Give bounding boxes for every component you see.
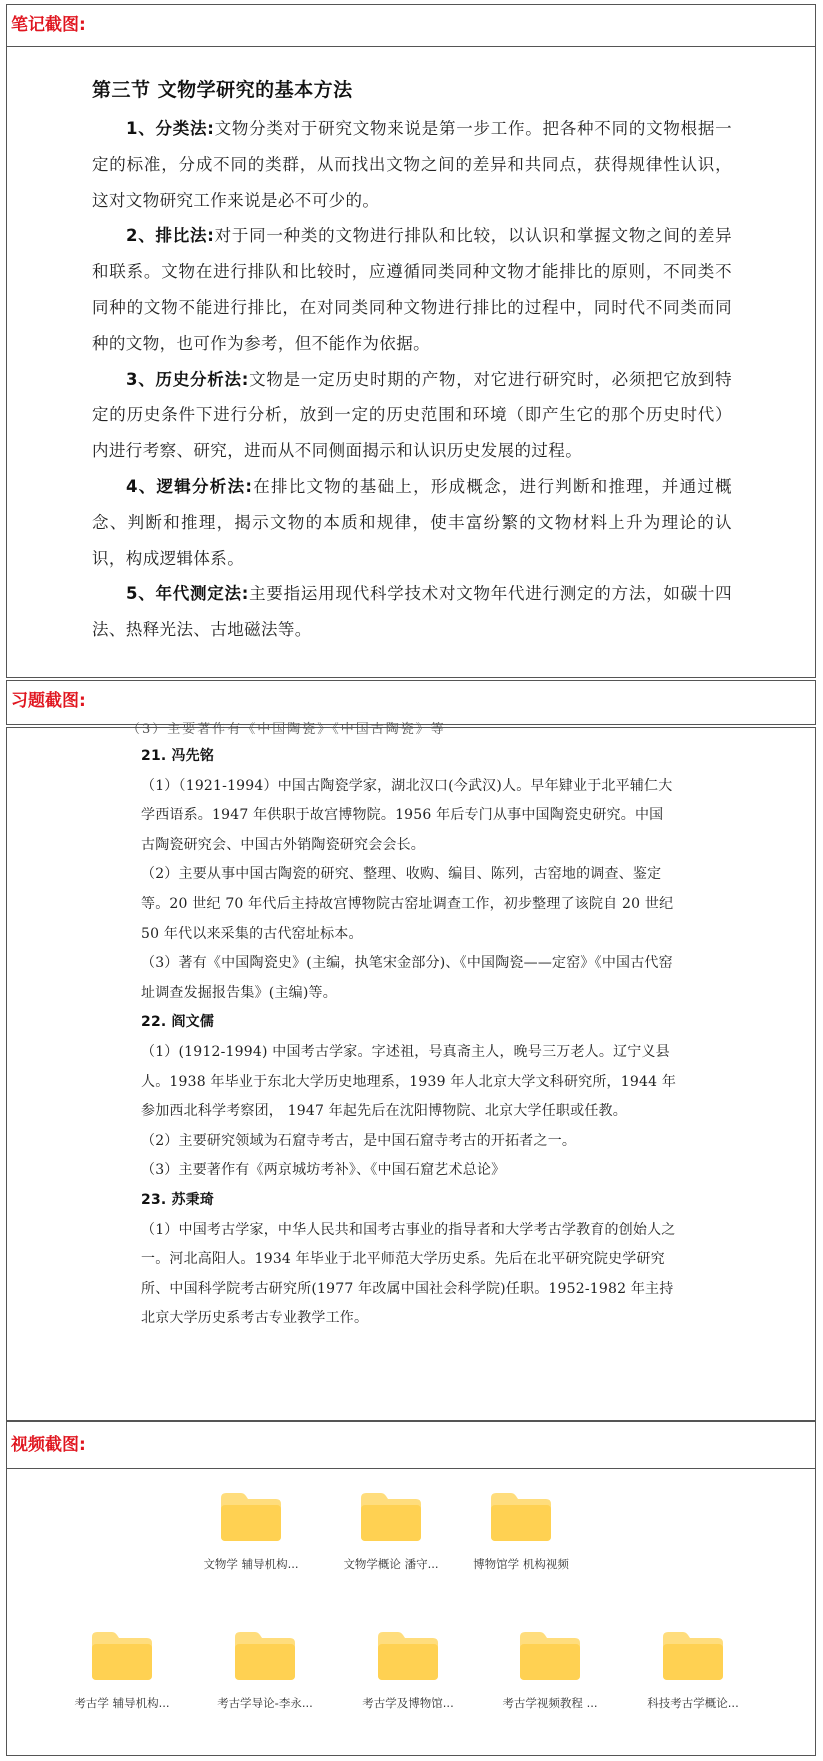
method-text: 对于同一种类的文物进行排队和比较，以认识和掌握文物之间的差异和联系。文物在进行排队和比较时，应遵循同类同种文物才能排比的原则，不同类不同种的文物不能进行排比，在对同类同种文物进行排比的过程中，同时代不同类而同种的文物，也可作为参考，但不能作为依据。 bbox=[92, 226, 733, 353]
exercises-content bbox=[141, 742, 677, 1334]
method-term: 1、分类法: bbox=[126, 119, 215, 138]
folder-label: 考古学及博物馆... bbox=[362, 1696, 454, 1710]
folder-item[interactable] bbox=[628, 1629, 758, 1739]
folder-item[interactable] bbox=[200, 1629, 330, 1739]
method-term: 4、逻辑分析法: bbox=[126, 476, 253, 496]
folder-label: 博物馆学 机构视频 bbox=[473, 1557, 569, 1571]
folder-icon bbox=[90, 1629, 154, 1681]
entry-title: 23. 苏秉琦 bbox=[141, 1191, 215, 1208]
notes-paragraph bbox=[92, 111, 732, 218]
folder-icon bbox=[219, 1490, 283, 1542]
exercises-panel bbox=[6, 722, 816, 1421]
folder-item[interactable] bbox=[343, 1629, 473, 1739]
entry-point: （2）主要从事中国古陶瓷的研究、整理、收购、编目、陈列，古窑地的调查、鉴定等。20 世纪 70 年代后主持故宫博物院古窑址调查工作，初步整理了该院自 20 世纪 50 年代以来采集的古代窑址标本。 bbox=[141, 866, 674, 942]
method-text: 主要指运用现代科学技术对文物年代进行测定的方法，如碳十四法、热释光法、古地磁法等。 bbox=[92, 584, 733, 640]
entry-point: （2）主要研究领域为石窟寺考古，是中国石窟寺考古的开拓者之一。 bbox=[141, 1132, 577, 1149]
folder-label: 文物学概论 潘守... bbox=[343, 1557, 439, 1571]
entry-point: （1）（1921-1994）中国古陶瓷学家，湖北汉口(今武汉)人。早年肄业于北平辅仁大学西语系。1947 年供职于故宫博物院。1956 年后专门从事中国陶瓷史研究。中国古陶瓷研究会、中国古外销陶瓷研究会会长。 bbox=[141, 777, 673, 853]
folder-icon bbox=[233, 1629, 297, 1681]
folder-item[interactable] bbox=[326, 1490, 456, 1600]
folder-icon bbox=[489, 1490, 553, 1542]
folder-label: 文物学 辅导机构... bbox=[203, 1557, 299, 1571]
video-header: 视频截图: bbox=[11, 1435, 86, 1455]
folder-label: 考古学视频教程 ... bbox=[502, 1696, 598, 1710]
video-header-bar bbox=[6, 1421, 816, 1469]
folder-icon bbox=[376, 1629, 440, 1681]
cut-off-line bbox=[7, 722, 815, 737]
folder-item[interactable] bbox=[57, 1629, 187, 1739]
notes-content bbox=[92, 111, 732, 648]
folder-label: 考古学 辅导机构... bbox=[74, 1696, 170, 1710]
folder-item[interactable] bbox=[485, 1629, 615, 1739]
method-term: 5、年代测定法: bbox=[126, 584, 249, 604]
notes-header-bar bbox=[6, 4, 816, 48]
notes-paragraph bbox=[92, 218, 732, 361]
notes-header: 笔记截图: bbox=[11, 15, 86, 35]
method-term: 2、排比法: bbox=[126, 226, 215, 246]
cut-off-text: （3）主要著作有《中国陶瓷》《中国古陶瓷》等 bbox=[127, 722, 446, 737]
notes-title: 第三节 文物学研究的基本方法 bbox=[92, 79, 353, 101]
entry-point: （1）(1912-1994) 中国考古学家。字述祖，号真斋主人，晚号三万老人。辽宁义县人。1938 年毕业于东北大学历史地理系，1939 年人北京大学文科研究所，1944 年参加西北科学考察团， 1947 年起先后在沈阳博物院、北京大学任职或任教。 bbox=[141, 1043, 677, 1120]
folder-item[interactable] bbox=[456, 1490, 586, 1600]
folder-label: 考古学导论-李永... bbox=[217, 1696, 313, 1710]
method-text: 文物分类对于研究文物来说是第一步工作。把各种不同的文物根据一定的标准，分成不同的类群，从而找出文物之间的差异和共同点，获得规律性认识，这对文物研究工作来说是必不可少的。 bbox=[92, 119, 733, 210]
method-text: 在排比文物的基础上，形成概念，进行判断和推理，并通过概念、判断和推理，揭示文物的本质和规律，使丰富纷繁的文物材料上升为理论的认识，构成逻辑体系。 bbox=[92, 476, 732, 568]
notes-paragraph bbox=[92, 576, 732, 648]
method-term: 3、历史分析法: bbox=[126, 369, 249, 389]
entry-point: （1）中国考古学家，中华人民共和国考古事业的指导者和大学考古学教育的创始人之一。河北高阳人。1934 年毕业于北平师范大学历史系。先后在北平研究院史学研究所、中国科学院考古研究所(1977 年改属中国社会科学院)任职。1952-1982 年主持北京大学历史系考古专业教学工作。 bbox=[141, 1221, 676, 1327]
entry-point: （3）著有《中国陶瓷史》(主编，执笔宋金部分)、《中国陶瓷——定窑》《中国古代窑址调查发掘报告集》(主编)等。 bbox=[141, 955, 673, 1001]
folder-item[interactable] bbox=[186, 1490, 316, 1600]
notes-paragraph bbox=[92, 469, 732, 576]
folder-icon bbox=[518, 1629, 582, 1681]
folder-icon bbox=[661, 1629, 725, 1681]
exercises-header: 习题截图: bbox=[11, 691, 86, 711]
notes-panel bbox=[6, 46, 816, 678]
folder-icon bbox=[359, 1490, 423, 1542]
entry-point: （3）主要著作有《两京城坊考补》、《中国石窟艺术总论》 bbox=[141, 1162, 506, 1179]
folder-label: 科技考古学概论... bbox=[647, 1696, 739, 1710]
method-text: 文物是一定历史时期的产物，对它进行研究时，必须把它放到特定的历史条件下进行分析，放到一定的历史范围和环境（即产生它的那个历史时代）内进行考察、研究，进而从不同侧面揭示和认识历史发展的过程。 bbox=[92, 369, 733, 461]
video-panel bbox=[6, 1468, 816, 1756]
notes-paragraph bbox=[92, 362, 732, 469]
entry-title: 22. 阎文儒 bbox=[141, 1014, 215, 1031]
entry-title: 21. 冯先铭 bbox=[141, 748, 215, 764]
